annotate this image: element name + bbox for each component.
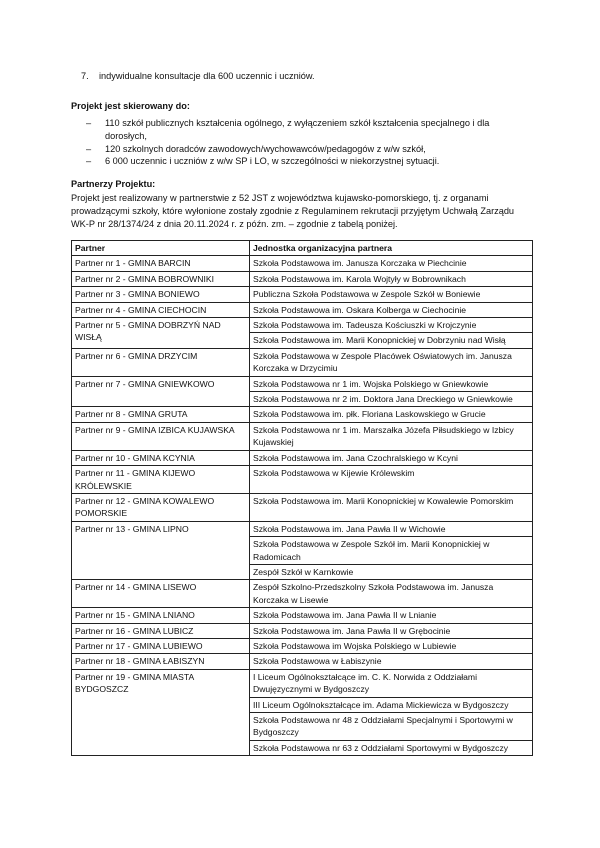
target-list-item: – 120 szkolnych doradców zawodowych/wychowawców/pedagogów z w/w szkół,	[86, 143, 426, 154]
table-row	[72, 376, 533, 391]
list-item-text: indywidualne konsultacje dla 600 uczennic i uczniów.	[99, 71, 315, 81]
unit-cell: Szkoła Podstawowa im. Jana Czochralskiego w Kcyni	[250, 450, 533, 465]
dash-bullet: –	[86, 143, 92, 154]
dash-bullet: –	[86, 156, 92, 167]
header-partner: Partner	[72, 241, 250, 256]
unit-cell: Zespół Szkolno-Przedszkolny Szkoła Podstawowa im. Janusza Korczaka w Lisewie	[250, 580, 533, 608]
table-row	[72, 318, 533, 333]
list-item-7	[81, 70, 315, 83]
unit-cell: Szkoła Podstawowa w Zespole Szkół im. Marii Konopnickiej w Radomicach	[250, 537, 533, 565]
unit-cell: Szkoła Podstawowa im. płk. Floriana Laskowskiego w Grucie	[250, 407, 533, 422]
table-row	[72, 256, 533, 271]
list-number: 7.	[81, 71, 89, 81]
header-unit: Jednostka organizacyjna partnera	[250, 241, 533, 256]
table-row	[72, 623, 533, 638]
table-row	[72, 638, 533, 653]
unit-cell: Zespół Szkół w Karnkowie	[250, 564, 533, 579]
table-body	[72, 256, 533, 756]
unit-cell: Szkoła Podstawowa w Zespole Placówek Oświatowych im. Janusza Korczaka w Drzycimiu	[250, 348, 533, 376]
table-row	[72, 450, 533, 465]
unit-cell: Szkoła Podstawowa im. Oskara Kolberga w Ciechocinie	[250, 302, 533, 317]
target-list-item: – 110 szkół publicznych kształcenia ogólnego, z wyłączeniem szkół kształcenia specjalnego i dla dorosłych,	[86, 118, 490, 141]
partner-cell: Partner nr 7 - GMINA GNIEWKOWO	[72, 376, 250, 407]
unit-cell: Szkoła Podstawowa nr 1 im. Wojska Polskiego w Gniewkowie	[250, 376, 533, 391]
unit-cell: Szkoła Podstawowa im. Jana Pawła II w Wichowie	[250, 521, 533, 536]
partner-cell: Partner nr 5 - GMINA DOBRZYŃ NAD WISŁĄ	[72, 318, 250, 349]
partner-cell: Partner nr 10 - GMINA KCYNIA	[72, 450, 250, 465]
partner-cell: Partner nr 18 - GMINA ŁABISZYN	[72, 654, 250, 669]
unit-cell: Szkoła Podstawowa w Łabiszynie	[250, 654, 533, 669]
unit-cell: Szkoła Podstawowa im. Janusza Korczaka w Piechcinie	[250, 256, 533, 271]
dash-bullet: –	[86, 118, 92, 128]
partner-cell: Partner nr 4 - GMINA CIECHOCIN	[72, 302, 250, 317]
target-list	[86, 117, 526, 168]
unit-cell: Szkoła Podstawowa im. Marii Konopnickiej w Kowalewie Pomorskim	[250, 493, 533, 521]
table-row	[72, 287, 533, 302]
unit-cell: Szkoła Podstawowa im. Jana Pawła II w Grębocinie	[250, 623, 533, 638]
target-list-item: – 6 000 uczennic i uczniów z w/w SP i LO, w szczególności w niekorzystnej sytuacji.	[86, 156, 440, 167]
table-row	[72, 271, 533, 286]
unit-cell: Szkoła Podstawowa im Wojska Polskiego w Lubiewie	[250, 638, 533, 653]
table-row	[72, 348, 533, 376]
table-header-row	[72, 241, 533, 256]
unit-cell: Publiczna Szkoła Podstawowa w Zespole Szkół w Boniewie	[250, 287, 533, 302]
partner-cell: Partner nr 13 - GMINA LIPNO	[72, 521, 250, 580]
partner-cell: Partner nr 8 - GMINA GRUTA	[72, 407, 250, 422]
table-row	[72, 493, 533, 521]
unit-cell: III Liceum Ogólnokształcące im. Adama Mickiewicza w Bydgoszczy	[250, 697, 533, 712]
table-row	[72, 608, 533, 623]
partner-cell: Partner nr 1 - GMINA BARCIN	[72, 256, 250, 271]
target-heading: Projekt jest skierowany do:	[71, 101, 190, 111]
partner-cell: Partner nr 9 - GMINA IZBICA KUJAWSKA	[72, 422, 250, 450]
partner-cell: Partner nr 11 - GMINA KIJEWO KRÓLEWSKIE	[72, 466, 250, 494]
unit-cell: Szkoła Podstawowa im. Karola Wojtyły w Bobrownikach	[250, 271, 533, 286]
table-row	[72, 466, 533, 494]
partners-heading: Partnerzy Projektu:	[71, 179, 156, 189]
partner-cell: Partner nr 16 - GMINA LUBICZ	[72, 623, 250, 638]
partner-cell: Partner nr 15 - GMINA LNIANO	[72, 608, 250, 623]
unit-cell: Szkoła Podstawowa im. Tadeusza Kościuszki w Krojczynie	[250, 318, 533, 333]
unit-cell: Szkoła Podstawowa nr 1 im. Marszałka Józefa Piłsudskiego w Izbicy Kujawskiej	[250, 422, 533, 450]
table-row	[72, 669, 533, 697]
table-row	[72, 580, 533, 608]
unit-cell: Szkoła Podstawowa im. Jana Pawła II w Lnianie	[250, 608, 533, 623]
partner-cell: Partner nr 3 - GMINA BONIEWO	[72, 287, 250, 302]
table-row	[72, 407, 533, 422]
table-row	[72, 521, 533, 536]
unit-cell: Szkoła Podstawowa nr 48 z Oddziałami Specjalnymi i Sportowymi w Bydgoszczy	[250, 713, 533, 741]
partner-cell: Partner nr 12 - GMINA KOWALEWO POMORSKIE	[72, 493, 250, 521]
partner-cell: Partner nr 6 - GMINA DRZYCIM	[72, 348, 250, 376]
partner-cell: Partner nr 17 - GMINA LUBIEWO	[72, 638, 250, 653]
partner-cell: Partner nr 14 - GMINA LISEWO	[72, 580, 250, 608]
unit-cell: I Liceum Ogólnokształcące im. C. K. Norwida z Oddziałami Dwujęzycznymi w Bydgoszczy	[250, 669, 533, 697]
partner-cell: Partner nr 2 - GMINA BOBROWNIKI	[72, 271, 250, 286]
partners-paragraph: Projekt jest realizowany w partnerstwie z 52 JST z województwa kujawsko-pomorskiego, tj. z organami prowadzącymi szkoły, które wyłonione zostały zgodnie z Regulaminem rekrutacji przyjętym Uchwałą Zarządu WK-P nr 28/1374/24 z dnia 20.11.2024 r. z późn. zm. – zgodnie z tabelą poniżej.	[71, 193, 515, 229]
table-row	[72, 654, 533, 669]
unit-cell: Szkoła Podstawowa nr 2 im. Doktora Jana Dreckiego w Gniewkowie	[250, 392, 533, 407]
table-row	[72, 422, 533, 450]
table-row	[72, 302, 533, 317]
unit-cell: Szkoła Podstawowa w Kijewie Królewskim	[250, 466, 533, 494]
partner-cell: Partner nr 19 - GMINA MIASTA BYDGOSZCZ	[72, 669, 250, 755]
unit-cell: Szkoła Podstawowa nr 63 z Oddziałami Sportowymi w Bydgoszczy	[250, 740, 533, 755]
unit-cell: Szkoła Podstawowa im. Marii Konopnickiej w Dobrzyniu nad Wisłą	[250, 333, 533, 348]
partners-table	[71, 240, 533, 756]
